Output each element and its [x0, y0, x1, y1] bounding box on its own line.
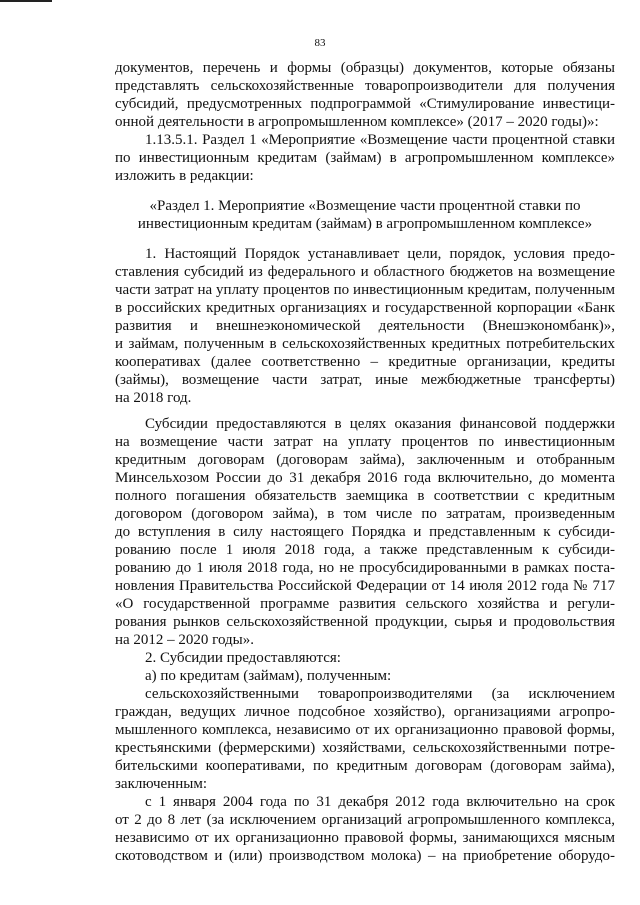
text-line: части затрат на уплату процентов по инвестиционным кредитам, полученным [115, 282, 615, 298]
text-line: изложить в редакции: [115, 168, 254, 184]
section-heading-line: инвестиционным кредитам (займам) в агропромышленном комплексе» [137, 216, 593, 232]
text-line: представлять сельскохозяйственные товаропроизводители для получения [115, 78, 615, 94]
text-line: крестьянскими (фермерскими) хозяйствами, сельскохозяйственными потре- [115, 740, 615, 756]
text-line: рованию после 1 июля 2018 года, а также представленным к субсиди- [115, 542, 615, 558]
text-line: от 2 до 8 лет (за исключением организаций агропромышленного комплекса, [115, 812, 615, 828]
text-line: граждан, ведущих личное подсобное хозяйство), организациями агропро- [115, 704, 615, 720]
text-line: рованию до 1 июля 2018 года, но не просубсидированными в рамках поста- [115, 560, 615, 576]
text-line: онной деятельности в агропромышленном комплексе» (2017 – 2020 годы)»: [115, 114, 599, 130]
text-line: новления Правительства Российской Федерации от 14 июля 2012 года № 717 [115, 578, 615, 594]
text-line: на 2012 – 2020 годы». [115, 632, 254, 648]
text-line: независимо от их организационно правовой формы, занимающихся мясным [115, 830, 615, 846]
text-line: полного погашения обязательств заемщика в соответствии с кредитным [115, 488, 615, 504]
text-line: мышленного комплекса, независимо от их организационно правовой формы, [115, 722, 615, 738]
text-line: ставления субсидий из федерального и областного бюджетов на возмещение [115, 264, 615, 280]
text-line: бительскими кооперативами, по кредитным договорам (договорам займа), [115, 758, 615, 774]
text-line: по инвестиционным кредитам (займам) в агропромышленном комплексе» [115, 150, 615, 166]
text-line: документов, перечень и формы (образцы) документов, которые обязаны [115, 60, 615, 76]
text-line: и займам, полученным в сельскохозяйственных кредитных потребительских [115, 336, 615, 352]
document-body [115, 59, 615, 865]
text-line: 1.13.5.1. Раздел 1 «Мероприятие «Возмещение части процентной ставки [145, 132, 615, 148]
text-line: рования рынков сельскохозяйственной продукции, сырья и продовольствия [115, 614, 615, 630]
text-line: с 1 января 2004 года по 31 декабря 2012 года включительно на срок [145, 794, 615, 810]
text-line: на возмещение части затрат на уплату процентов по инвестиционным [115, 434, 615, 450]
text-line: «О государственной программе развития сельского хозяйства и регули- [115, 596, 615, 612]
text-line: сельскохозяйственными товаропроизводителями (за исключением [145, 686, 615, 702]
text-line: а) по кредитам (займам), полученным: [145, 668, 392, 684]
paragraph-gap [115, 233, 615, 245]
section-heading-line: «Раздел 1. Мероприятие «Возмещение части процентной ставки по [149, 198, 581, 214]
top-edge-mark [0, 0, 52, 2]
text-line: договором (договором займа), в том числе по затратам, произведенным [115, 506, 615, 522]
page-number: 83 [314, 37, 326, 49]
paragraph-gap [115, 185, 615, 197]
text-line: в российских кредитных организациях и государственной корпорации «Банк [115, 300, 615, 316]
text-line: скотоводством и (или) производством молока) – на приобретение оборудо- [115, 848, 615, 864]
text-line: развития и внешнеэкономической деятельности (Внешэкономбанк)», [115, 318, 615, 334]
text-line: Минсельхозом России до 31 декабря 2016 года включительно, до момента [115, 470, 615, 486]
text-line: (займы), возмещение части затрат, иные межбюджетные трансферты) [115, 372, 615, 388]
text-line: кооперативах (далее соответственно – кредитные организации, кредиты [115, 354, 615, 370]
text-line: заключенным: [115, 776, 207, 792]
text-line: на 2018 год. [115, 390, 192, 406]
text-line: Субсидии предоставляются в целях оказания финансовой поддержки [145, 416, 615, 432]
text-line: субсидий, предусмотренных подпрограммой «Стимулирование инвестици- [115, 96, 615, 112]
paragraph-gap [115, 407, 615, 415]
text-line: кредитным договорам (договорам займа), заключенным и отобранным [115, 452, 615, 468]
text-line: до вступления в силу настоящего Порядка и представленным к субсиди- [115, 524, 615, 540]
text-line: 2. Субсидии предоставляются: [145, 650, 341, 666]
text-line: 1. Настоящий Порядок устанавливает цели, порядок, условия предо- [145, 246, 615, 262]
